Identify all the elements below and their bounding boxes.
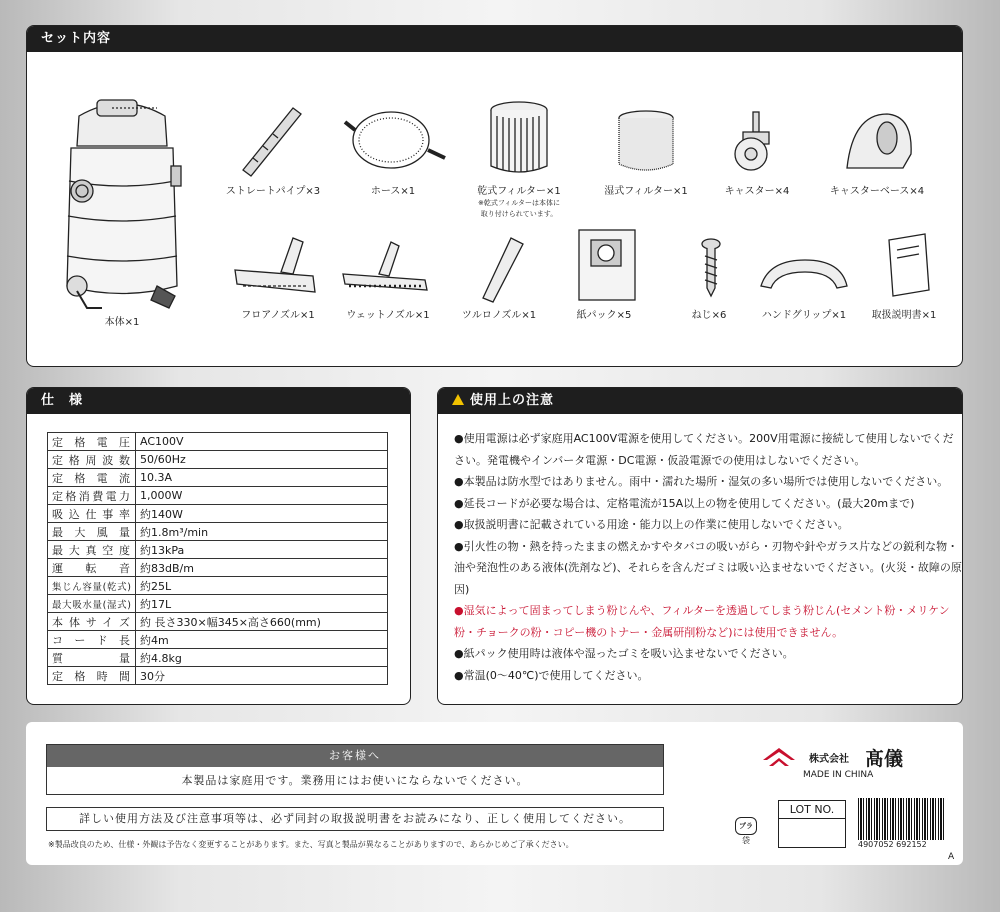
caution-item: ●使用電源は必ず家庭用AC100V電源を使用してください。200V用電源に接続して使用しないでください。発電機やインバータ電源・DC電源・仮設電源での使用はしないでください。 <box>454 432 954 467</box>
contents-title: セット内容 <box>27 26 962 52</box>
spec-key: 定格周波数 <box>48 451 136 469</box>
item-hose <box>333 100 453 197</box>
spec-key: 集じん容量(乾式) <box>48 577 136 595</box>
footer-panel <box>26 722 963 865</box>
item-wet-nozzle <box>333 224 443 321</box>
customer-notice-body: 本製品は家庭用です。業務用にはお使いにならないでください。 <box>181 774 529 787</box>
vacuum-body-icon <box>57 86 187 311</box>
recycle-label: 袋 <box>742 836 750 845</box>
spec-row <box>48 649 388 667</box>
spec-table <box>47 432 388 685</box>
barcode-bars-icon <box>858 798 944 840</box>
item-wet-filter <box>591 104 701 197</box>
spec-value: 約13kPa <box>136 541 388 559</box>
item-caster <box>707 104 807 197</box>
spec-value: 10.3A <box>136 469 388 487</box>
spec-key: 吸込仕事率 <box>48 505 136 523</box>
barcode-suffix: A <box>948 852 955 862</box>
caution-item: ●常温(0～40℃)で使用してください。 <box>454 668 649 682</box>
spec-row <box>48 541 388 559</box>
spec-row <box>48 559 388 577</box>
spec-key: コード長 <box>48 631 136 649</box>
spec-value: 1,000W <box>136 487 388 505</box>
spec-value: 約25L <box>136 577 388 595</box>
barcode-number: 4907052 692152 <box>858 840 927 849</box>
spec-key: 定格時間 <box>48 667 136 685</box>
spec-panel <box>26 387 411 705</box>
spec-row <box>48 487 388 505</box>
spec-value: 約1.8m³/min <box>136 523 388 541</box>
spec-row <box>48 613 388 631</box>
manual-icon <box>849 224 959 304</box>
caution-item: ●紙パック使用時は液体や湿ったゴミを吸い込ませないでください。 <box>454 647 794 660</box>
spec-row <box>48 577 388 595</box>
caution-item: ●延長コードが必要な場合は、定格電流が15A以上の物を使用してください。(最大20mまで) <box>454 496 915 510</box>
item-label: 紙パック×5 <box>576 310 632 321</box>
item-label: ツルロノズル×1 <box>461 310 537 321</box>
contents-panel <box>26 25 963 367</box>
wet-nozzle-icon <box>333 224 443 304</box>
recycle-mark <box>732 817 760 846</box>
hand-grip-icon <box>749 224 859 304</box>
company-logo-icon <box>761 746 797 768</box>
crevice-nozzle-icon <box>449 224 549 304</box>
spec-title: 仕 様 <box>27 388 410 414</box>
made-in: MADE IN CHINA <box>803 770 874 780</box>
company-name: 髙儀 <box>865 748 904 770</box>
manual-notice <box>46 807 664 831</box>
spec-row <box>48 631 388 649</box>
customer-notice-head: お客様へ <box>47 745 663 767</box>
spec-key: 最大真空度 <box>48 541 136 559</box>
item-manual <box>849 224 959 321</box>
item-label: 取扱説明書×1 <box>871 310 937 321</box>
spec-key: 質量 <box>48 649 136 667</box>
caution-header <box>438 388 962 414</box>
hose-icon <box>333 100 453 180</box>
caster-icon <box>707 104 807 180</box>
spec-row <box>48 595 388 613</box>
caution-item: ●湿気によって固まってしまう粉じんや、フィルターを透過してしまう粉じん(セメント粉・メリケン粉・チョークの粉・コピー機のトナー・金属研削粉など)には使用できません。 <box>454 604 950 639</box>
caster-base-icon <box>817 104 937 180</box>
item-label: ねじ×6 <box>691 310 727 321</box>
caution-panel <box>437 387 963 705</box>
disclaimer: ※製品改良のため、仕様・外観は予告なく変更することがあります。また、写真と製品が異なることがありますので、あらかじめご了承ください。 <box>48 840 574 849</box>
recycle-icon: プラ <box>735 817 757 835</box>
brand <box>761 744 961 784</box>
caution-item: ●取扱説明書に記載されている用途・能力以上の作業に使用しないでください。 <box>454 518 849 531</box>
spec-value: 約83dB/m <box>136 559 388 577</box>
lot-label: LOT NO. <box>779 801 845 819</box>
spec-row <box>48 451 388 469</box>
item-label: ストレートパイプ×3 <box>225 186 321 197</box>
item-label: 乾式フィルター×1 <box>477 186 561 197</box>
caution-list <box>438 414 962 686</box>
caution-item: ●引火性の物・熱を持ったままの燃えかすやタバコの吸いがら・刃物や針やガラス片などの鋭利な物・油や発泡性のある液体(洗剤など)、それらを含んだゴミは吸い込ませないでください。(火災・故障の原因) <box>454 539 962 596</box>
item-dry-filter <box>459 96 579 219</box>
caution-item: ●本製品は防水型ではありません。雨中・濡れた場所・湿気の多い場所では使用しないでください。 <box>454 475 949 488</box>
item-label: ホース×1 <box>370 186 416 197</box>
straight-pipe-icon <box>223 100 323 180</box>
barcode <box>858 798 944 850</box>
spec-row <box>48 505 388 523</box>
spec-row <box>48 523 388 541</box>
spec-value: 約17L <box>136 595 388 613</box>
item-label: ハンドグリップ×1 <box>761 310 847 321</box>
item-crevice-nozzle <box>449 224 549 321</box>
customer-notice <box>46 744 664 795</box>
item-vacuum-body <box>57 86 187 328</box>
item-paper-pack <box>549 224 659 321</box>
item-label: 本体×1 <box>104 317 140 328</box>
item-label: フロアノズル×1 <box>241 310 315 321</box>
spec-key: 定格電流 <box>48 469 136 487</box>
spec-key: 定格電圧 <box>48 433 136 451</box>
item-label: キャスターベース×4 <box>829 186 925 197</box>
spec-value: 30分 <box>136 667 388 685</box>
spec-value: 約 長さ330×幅345×高さ660(mm) <box>136 613 388 631</box>
floor-nozzle-icon <box>223 224 333 304</box>
item-hand-grip <box>749 224 859 321</box>
spec-value: AC100V <box>136 433 388 451</box>
spec-key: 運転音 <box>48 559 136 577</box>
paper-pack-icon <box>549 224 659 304</box>
item-caster-base <box>817 104 937 197</box>
spec-row <box>48 667 388 685</box>
spec-key: 本体サイズ <box>48 613 136 631</box>
item-note: 取り付けられています。 <box>480 210 558 218</box>
spec-key: 定格消費電力 <box>48 487 136 505</box>
screw-icon <box>659 224 759 304</box>
caution-title: 使用上の注意 <box>470 393 555 408</box>
lot-box <box>778 800 846 848</box>
spec-value: 50/60Hz <box>136 451 388 469</box>
spec-value: 約140W <box>136 505 388 523</box>
item-screw <box>659 224 759 321</box>
item-label: キャスター×4 <box>724 186 790 197</box>
warning-icon <box>452 394 464 405</box>
spec-row <box>48 469 388 487</box>
spec-value: 約4.8kg <box>136 649 388 667</box>
item-label: 湿式フィルター×1 <box>604 186 688 197</box>
item-straight-pipe <box>223 100 323 197</box>
item-label: ウェットノズル×1 <box>346 310 430 321</box>
item-floor-nozzle <box>223 224 333 321</box>
dry-filter-icon <box>459 96 579 180</box>
manual-notice-text: 詳しい使用方法及び注意事項等は、必ず同封の取扱説明書をお読みになり、正しく使用してください。 <box>79 812 631 825</box>
company-prefix: 株式会社 <box>809 754 849 765</box>
wet-filter-icon <box>591 104 701 180</box>
item-note: ※乾式フィルターは本体に <box>477 199 561 207</box>
spec-value: 約4m <box>136 631 388 649</box>
spec-key: 最大吸水量(湿式) <box>48 595 136 613</box>
spec-key: 最大風量 <box>48 523 136 541</box>
spec-row <box>48 433 388 451</box>
